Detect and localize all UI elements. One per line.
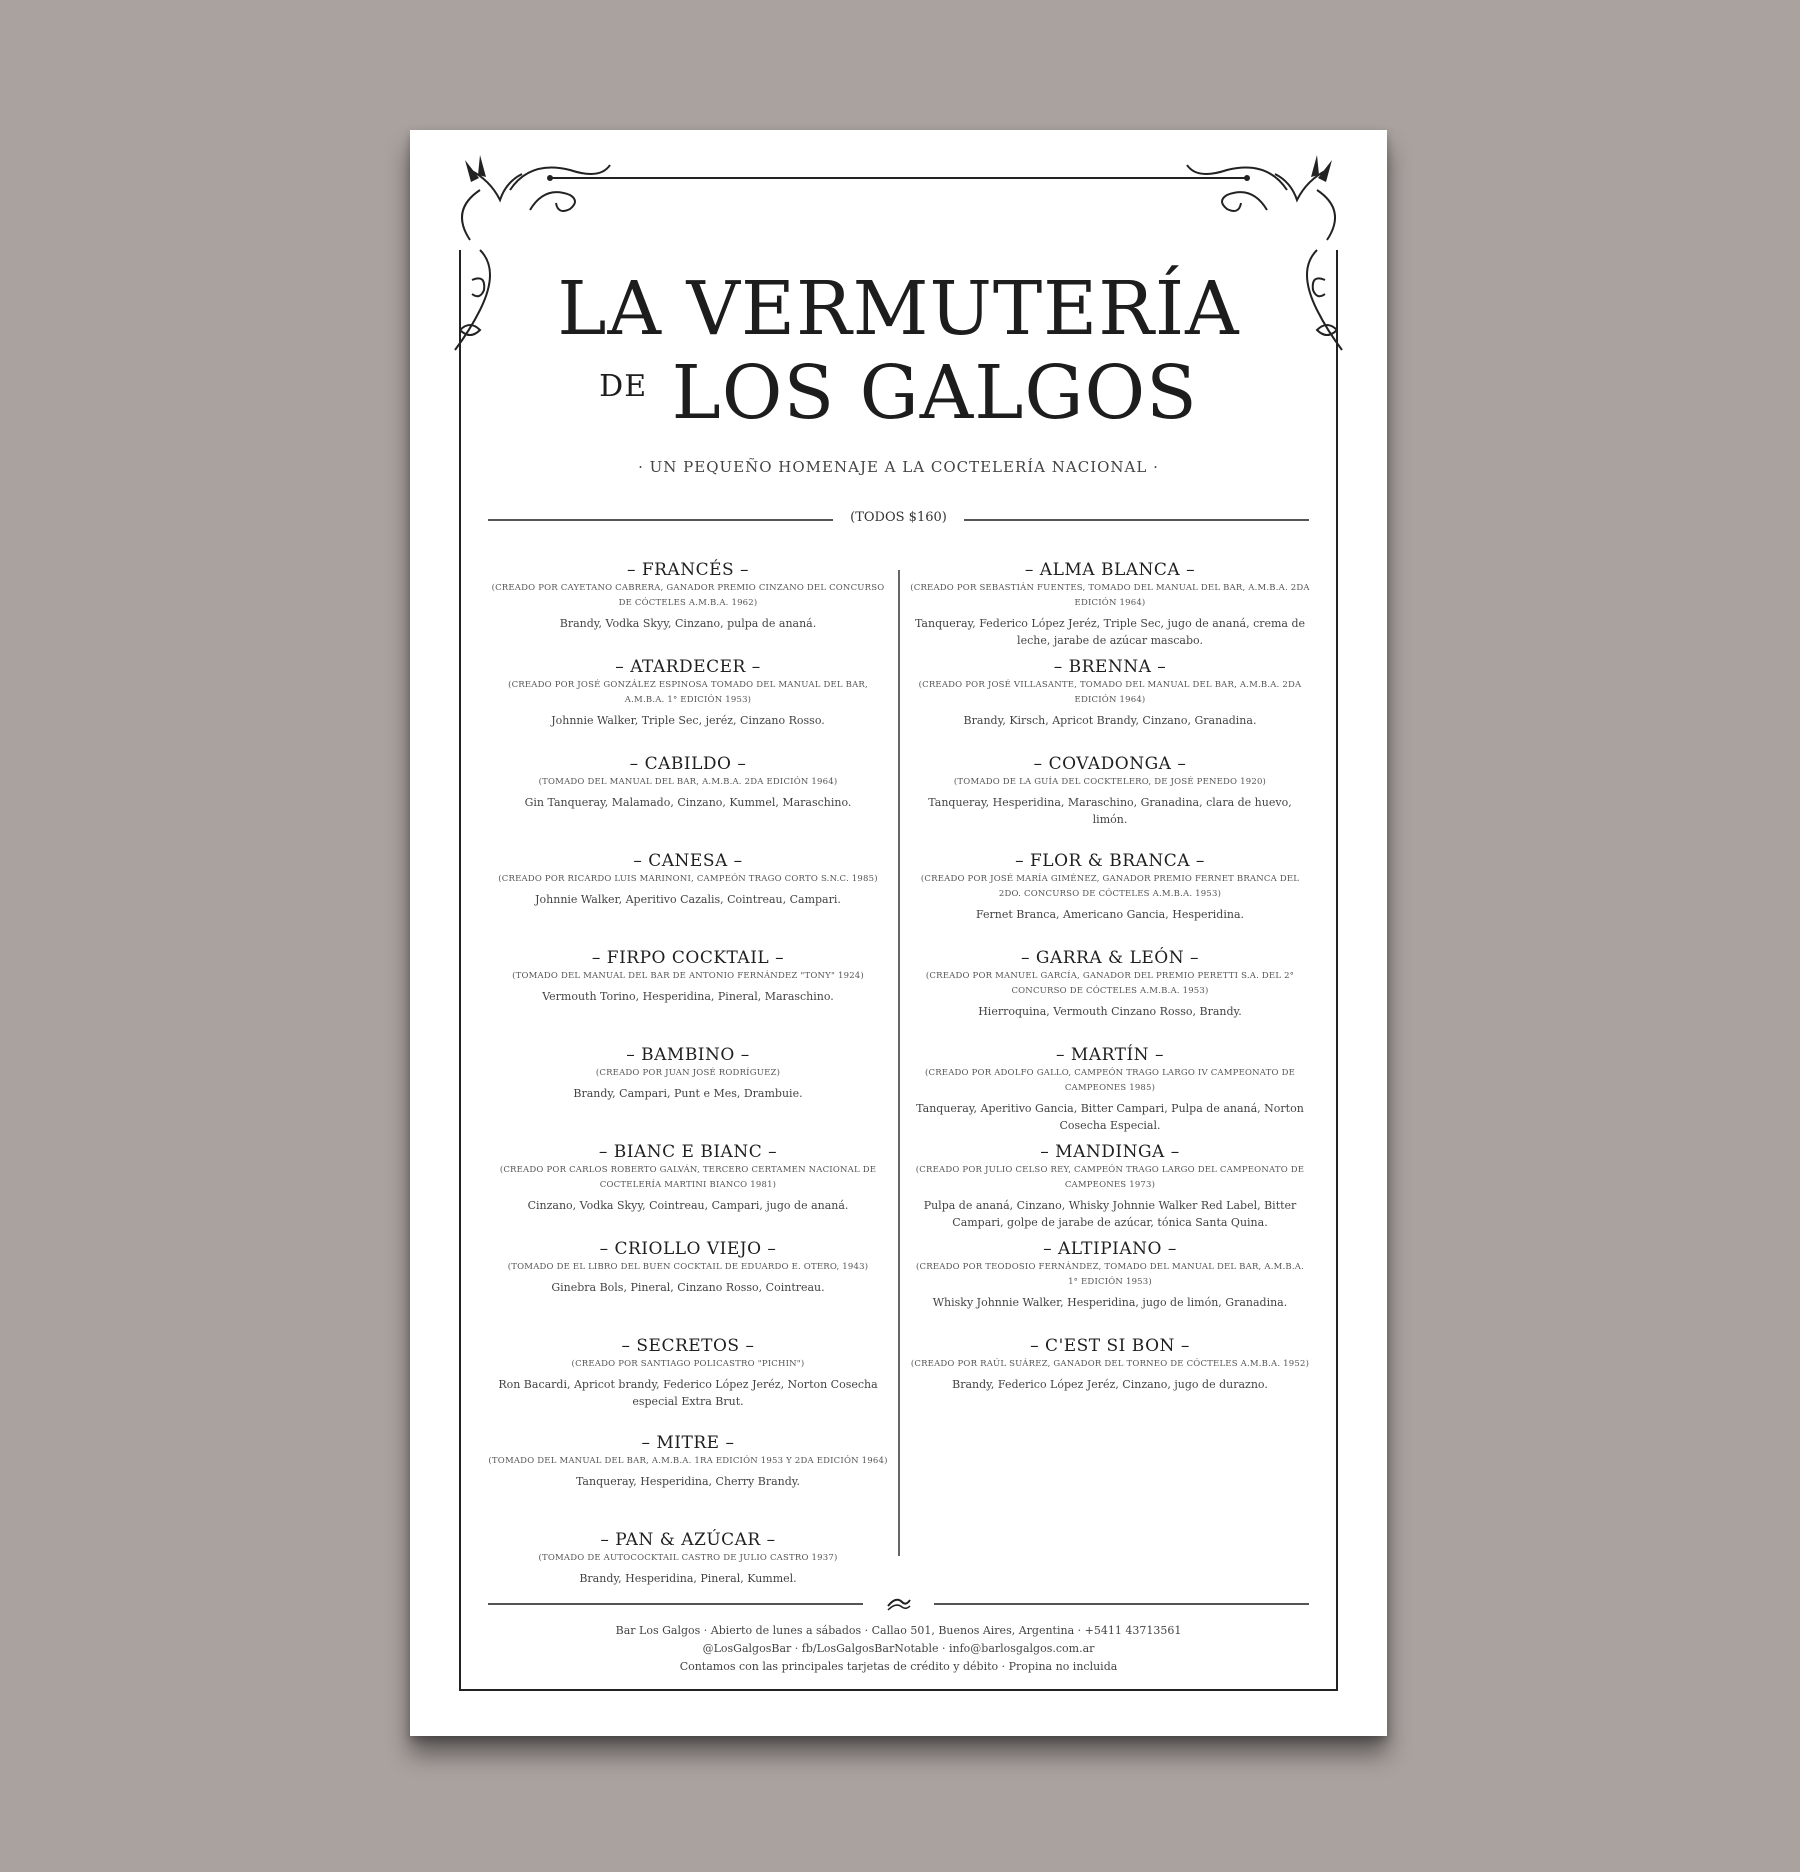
cocktail-item bbox=[910, 1239, 1310, 1336]
cocktail-credit: (TOMADO DEL MANUAL DEL BAR, A.M.B.A. 2DA EDICIÓN 1964) bbox=[538, 777, 838, 787]
cocktail-credit: (TOMADO DE EL LIBRO DEL BUEN COCKTAIL DE EDUARDO E. OTERO, 1943) bbox=[507, 1262, 869, 1272]
price-note: (TODOS $160) bbox=[850, 510, 947, 525]
cocktail-name: – MARTÍN – bbox=[1056, 1045, 1164, 1065]
cocktail-credit: (CREADO POR CARLOS ROBERTO GALVÁN, TERCERO CERTAMEN NACIONAL DE COCTELERÍA MARTINI BIANCO 1981) bbox=[499, 1165, 877, 1190]
cocktail-ingredients: Cinzano, Vodka Skyy, Cointreau, Campari, jugo de ananá. bbox=[527, 1199, 849, 1212]
cocktail-ingredients: Whisky Johnnie Walker, Hesperidina, jugo de limón, Granadina. bbox=[932, 1296, 1288, 1309]
cocktail-ingredients: Pulpa de ananá, Cinzano, Whisky Johnnie Walker Red Label, Bitter Campari, golpe de jarabe de azúcar, tónica Santa Quina. bbox=[923, 1199, 1297, 1229]
cocktail-item bbox=[488, 1433, 888, 1530]
cocktail-credit: (CREADO POR JOSÉ VILLASANTE, TOMADO DEL MANUAL DEL BAR, A.M.B.A. 2DA EDICIÓN 1964) bbox=[918, 680, 1302, 705]
cocktail-name: – CABILDO – bbox=[629, 754, 747, 774]
cocktail-ingredients: Brandy, Federico López Jeréz, Cinzano, jugo de durazno. bbox=[952, 1378, 1268, 1391]
cocktail-ingredients: Vermouth Torino, Hesperidina, Pineral, Maraschino. bbox=[542, 990, 834, 1003]
cocktail-name: – FRANCÉS – bbox=[626, 560, 750, 580]
menu-title-line2 bbox=[410, 350, 1387, 436]
cocktail-credit: (CREADO POR RICARDO LUIS MARINONI, CAMPEÓN TRAGO CORTO S.N.C. 1985) bbox=[498, 874, 878, 884]
cocktail-name: – ALTIPIANO – bbox=[1043, 1239, 1177, 1259]
footer-rule bbox=[488, 1594, 1309, 1614]
cocktail-credit: (CREADO POR RAÚL SUÁREZ, GANADOR DEL TORNEO DE CÓCTELES A.M.B.A. 1952) bbox=[910, 1359, 1310, 1369]
cocktail-name: – BAMBINO – bbox=[626, 1045, 750, 1065]
cocktail-item bbox=[910, 560, 1310, 657]
cocktail-item bbox=[488, 1239, 888, 1336]
cocktail-credit: (CREADO POR JOSÉ MARÍA GIMÉNEZ, GANADOR PREMIO FERNET BRANCA DEL 2DO. CONCURSO DE CÓCTELES A.M.B.A. 1953) bbox=[920, 874, 1300, 899]
cocktail-ingredients: Brandy, Kirsch, Apricot Brandy, Cinzano, Granadina. bbox=[963, 714, 1257, 727]
cocktail-credit: (TOMADO DEL MANUAL DEL BAR, A.M.B.A. 1RA EDICIÓN 1953 Y 2DA EDICIÓN 1964) bbox=[488, 1456, 888, 1466]
cocktail-ingredients: Tanqueray, Aperitivo Gancia, Bitter Campari, Pulpa de ananá, Norton Cosecha Especial. bbox=[916, 1102, 1304, 1132]
cocktail-name: – BIANC E BIANC – bbox=[598, 1142, 778, 1162]
menu-title-line1: LA VERMUTERÍA bbox=[557, 266, 1240, 352]
cocktail-name: – FLOR & BRANCA – bbox=[1015, 851, 1205, 871]
cocktail-credit: (CREADO POR TEODOSIO FERNÁNDEZ, TOMADO DEL MANUAL DEL BAR, A.M.B.A. 1° EDICIÓN 1953) bbox=[916, 1262, 1304, 1287]
cocktail-name: – CANESA – bbox=[633, 851, 743, 871]
cocktail-item bbox=[488, 1336, 888, 1433]
cocktail-credit: (CREADO POR SANTIAGO POLICASTRO "PICHIN") bbox=[571, 1359, 805, 1369]
cocktail-item bbox=[488, 754, 888, 851]
title-los-galgos: LOS GALGOS bbox=[671, 350, 1198, 436]
cocktail-item bbox=[910, 1336, 1310, 1433]
cocktail-name: – FIRPO COCKTAIL – bbox=[591, 948, 785, 968]
cocktail-credit: (CREADO POR JUAN JOSÉ RODRÍGUEZ) bbox=[595, 1068, 781, 1078]
cocktail-ingredients: Johnnie Walker, Aperitivo Cazalis, Cointreau, Campari. bbox=[535, 893, 841, 906]
cocktail-ingredients: Tanqueray, Hesperidina, Maraschino, Granadina, clara de huevo, limón. bbox=[928, 796, 1292, 826]
cocktail-credit: (CREADO POR JULIO CELSO REY, CAMPEÓN TRAGO LARGO DEL CAMPEONATO DE CAMPEONES 1973) bbox=[915, 1165, 1305, 1190]
cocktail-ingredients: Tanqueray, Federico López Jeréz, Triple Sec, jugo de ananá, crema de leche, jarabe de azúcar mascabo. bbox=[914, 617, 1306, 647]
footer-contact: @LosGalgosBar · fb/LosGalgosBarNotable · info@barlosgalgos.com.ar bbox=[702, 1642, 1095, 1655]
price-row bbox=[488, 510, 1309, 530]
cocktail-ingredients: Hierroquina, Vermouth Cinzano Rosso, Brandy. bbox=[978, 1005, 1242, 1018]
cocktail-ingredients: Johnnie Walker, Triple Sec, jeréz, Cinzano Rosso. bbox=[551, 714, 825, 727]
cocktail-name: – ATARDECER – bbox=[615, 657, 761, 677]
cocktail-item bbox=[488, 948, 888, 1045]
cocktail-item bbox=[910, 1142, 1310, 1239]
footer-rule-left bbox=[488, 1603, 863, 1605]
cocktail-item bbox=[910, 657, 1310, 754]
cocktail-name: – C'EST SI BON – bbox=[1030, 1336, 1190, 1356]
menu-subtitle: · UN PEQUEÑO HOMENAJE A LA COCTELERÍA NACIONAL · bbox=[638, 458, 1159, 476]
cocktail-name: – MITRE – bbox=[641, 1433, 735, 1453]
cocktail-ingredients: Brandy, Hesperidina, Pineral, Kummel. bbox=[579, 1572, 797, 1585]
cocktail-credit: (CREADO POR CAYETANO CABRERA, GANADOR PREMIO CINZANO DEL CONCURSO DE CÓCTELES A.M.B.A. 1962) bbox=[491, 583, 885, 608]
cocktail-ingredients: Brandy, Campari, Punt e Mes, Drambuie. bbox=[573, 1087, 803, 1100]
footer-address: Bar Los Galgos · Abierto de lunes a sábados · Callao 501, Buenos Aires, Argentina · +5411 43713561 bbox=[615, 1624, 1182, 1637]
footer-rule-right bbox=[934, 1603, 1309, 1605]
cocktail-name: – CRIOLLO VIEJO – bbox=[599, 1239, 777, 1259]
cocktail-credit: (TOMADO DEL MANUAL DEL BAR DE ANTONIO FERNÁNDEZ "TONY" 1924) bbox=[512, 971, 864, 981]
cocktail-name: – MANDINGA – bbox=[1040, 1142, 1180, 1162]
menu-sheet bbox=[410, 130, 1387, 1736]
cocktail-item bbox=[910, 948, 1310, 1045]
cocktail-item bbox=[488, 560, 888, 657]
cocktail-item bbox=[488, 1045, 888, 1142]
cocktail-item bbox=[910, 1045, 1310, 1142]
cocktail-name: – SECRETOS – bbox=[621, 1336, 755, 1356]
title-de-small: DE bbox=[599, 369, 648, 404]
footer-info bbox=[410, 1622, 1387, 1676]
cocktail-name: – PAN & AZÚCAR – bbox=[600, 1530, 776, 1550]
right-column bbox=[910, 560, 1310, 1433]
footer-payment-note: Contamos con las principales tarjetas de crédito y débito · Propina no incluida bbox=[679, 1660, 1118, 1673]
cocktail-credit: (CREADO POR MANUEL GARCÍA, GANADOR DEL PREMIO PERETTI S.A. DEL 2° CONCURSO DE CÓCTELES A.M.B.A. 1953) bbox=[925, 971, 1295, 996]
cocktail-name: – BRENNA – bbox=[1053, 657, 1167, 677]
cocktail-ingredients: Ron Bacardi, Apricot brandy, Federico López Jeréz, Norton Cosecha especial Extra Brut. bbox=[498, 1378, 878, 1408]
left-column bbox=[488, 560, 888, 1627]
cocktail-name: – GARRA & LEÓN – bbox=[1021, 948, 1199, 968]
cocktail-ingredients: Brandy, Vodka Skyy, Cinzano, pulpa de ananá. bbox=[559, 617, 817, 630]
flourish-icon bbox=[886, 1594, 911, 1614]
cocktail-ingredients: Ginebra Bols, Pineral, Cinzano Rosso, Cointreau. bbox=[551, 1281, 825, 1294]
cocktail-item bbox=[488, 657, 888, 754]
column-divider bbox=[898, 570, 900, 1556]
cocktail-item bbox=[910, 851, 1310, 948]
cocktail-credit: (TOMADO DE AUTOCOCKTAIL CASTRO DE JULIO CASTRO 1937) bbox=[538, 1553, 838, 1563]
cocktail-ingredients: Gin Tanqueray, Malamado, Cinzano, Kummel, Maraschino. bbox=[524, 796, 852, 809]
cocktail-item bbox=[488, 851, 888, 948]
cocktail-ingredients: Tanqueray, Hesperidina, Cherry Brandy. bbox=[575, 1475, 801, 1488]
cocktail-name: – ALMA BLANCA – bbox=[1024, 560, 1196, 580]
cocktail-credit: (CREADO POR SEBASTIÁN FUENTES, TOMADO DEL MANUAL DEL BAR, A.M.B.A. 2DA EDICIÓN 1964) bbox=[910, 583, 1310, 608]
cocktail-credit: (TOMADO DE LA GUÍA DEL COCKTELERO, DE JOSÉ PENEDO 1920) bbox=[953, 777, 1267, 787]
cocktail-ingredients: Fernet Branca, Americano Gancia, Hesperidina. bbox=[975, 908, 1245, 921]
cocktail-item bbox=[488, 1142, 888, 1239]
cocktail-credit: (CREADO POR ADOLFO GALLO, CAMPEÓN TRAGO LARGO IV CAMPEONATO DE CAMPEONES 1985) bbox=[924, 1068, 1296, 1093]
cocktail-item bbox=[910, 754, 1310, 851]
price-rule-right bbox=[964, 519, 1309, 521]
cocktail-credit: (CREADO POR JOSÉ GONZÁLEZ ESPINOSA TOMADO DEL MANUAL DEL BAR, A.M.B.A. 1° EDICIÓN 1953) bbox=[508, 680, 868, 705]
cocktail-name: – COVADONGA – bbox=[1033, 754, 1187, 774]
